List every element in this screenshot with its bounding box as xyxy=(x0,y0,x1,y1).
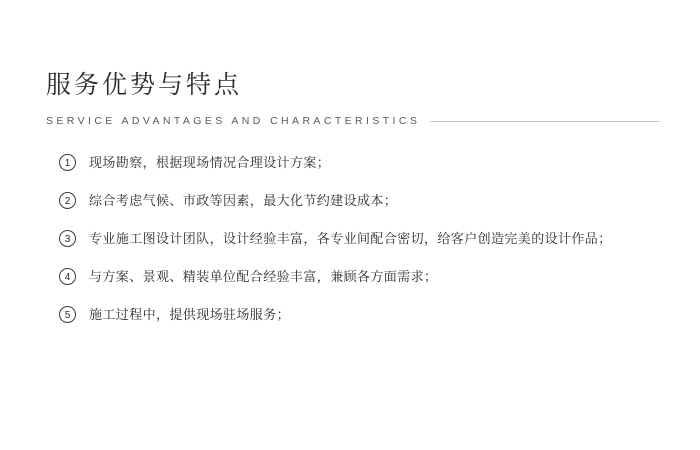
list-item-number: 1 xyxy=(59,154,76,171)
list-item-number: 4 xyxy=(59,268,76,285)
advantages-list xyxy=(46,153,660,324)
list-item xyxy=(46,191,660,210)
list-item-number: 3 xyxy=(59,230,76,247)
list-item xyxy=(46,305,660,324)
list-item-label: 与方案、景观、精装单位配合经验丰富，兼顾各方面需求； xyxy=(89,269,438,285)
list-item xyxy=(46,153,660,172)
horizontal-rule xyxy=(430,121,660,122)
list-item xyxy=(46,229,660,248)
page-title: 服务优势与特点 xyxy=(46,71,243,99)
list-item-number: 2 xyxy=(59,192,76,209)
subtitle-row xyxy=(46,115,660,127)
content-block xyxy=(46,70,660,343)
list-item-label: 综合考虑气候、市政等因素，最大化节约建设成本； xyxy=(89,193,398,209)
list-item-label: 专业施工图设计团队，设计经验丰富，各专业间配合密切，给客户创造完美的设计作品； xyxy=(89,231,612,247)
page-subtitle: SERVICE ADVANTAGES AND CHARACTERISTICS xyxy=(46,115,421,128)
list-item-label: 施工过程中，提供现场驻场服务； xyxy=(89,307,291,323)
list-item-number: 5 xyxy=(59,306,76,323)
list-item xyxy=(46,267,660,286)
list-item-label: 现场勘察，根据现场情况合理设计方案； xyxy=(89,155,331,171)
